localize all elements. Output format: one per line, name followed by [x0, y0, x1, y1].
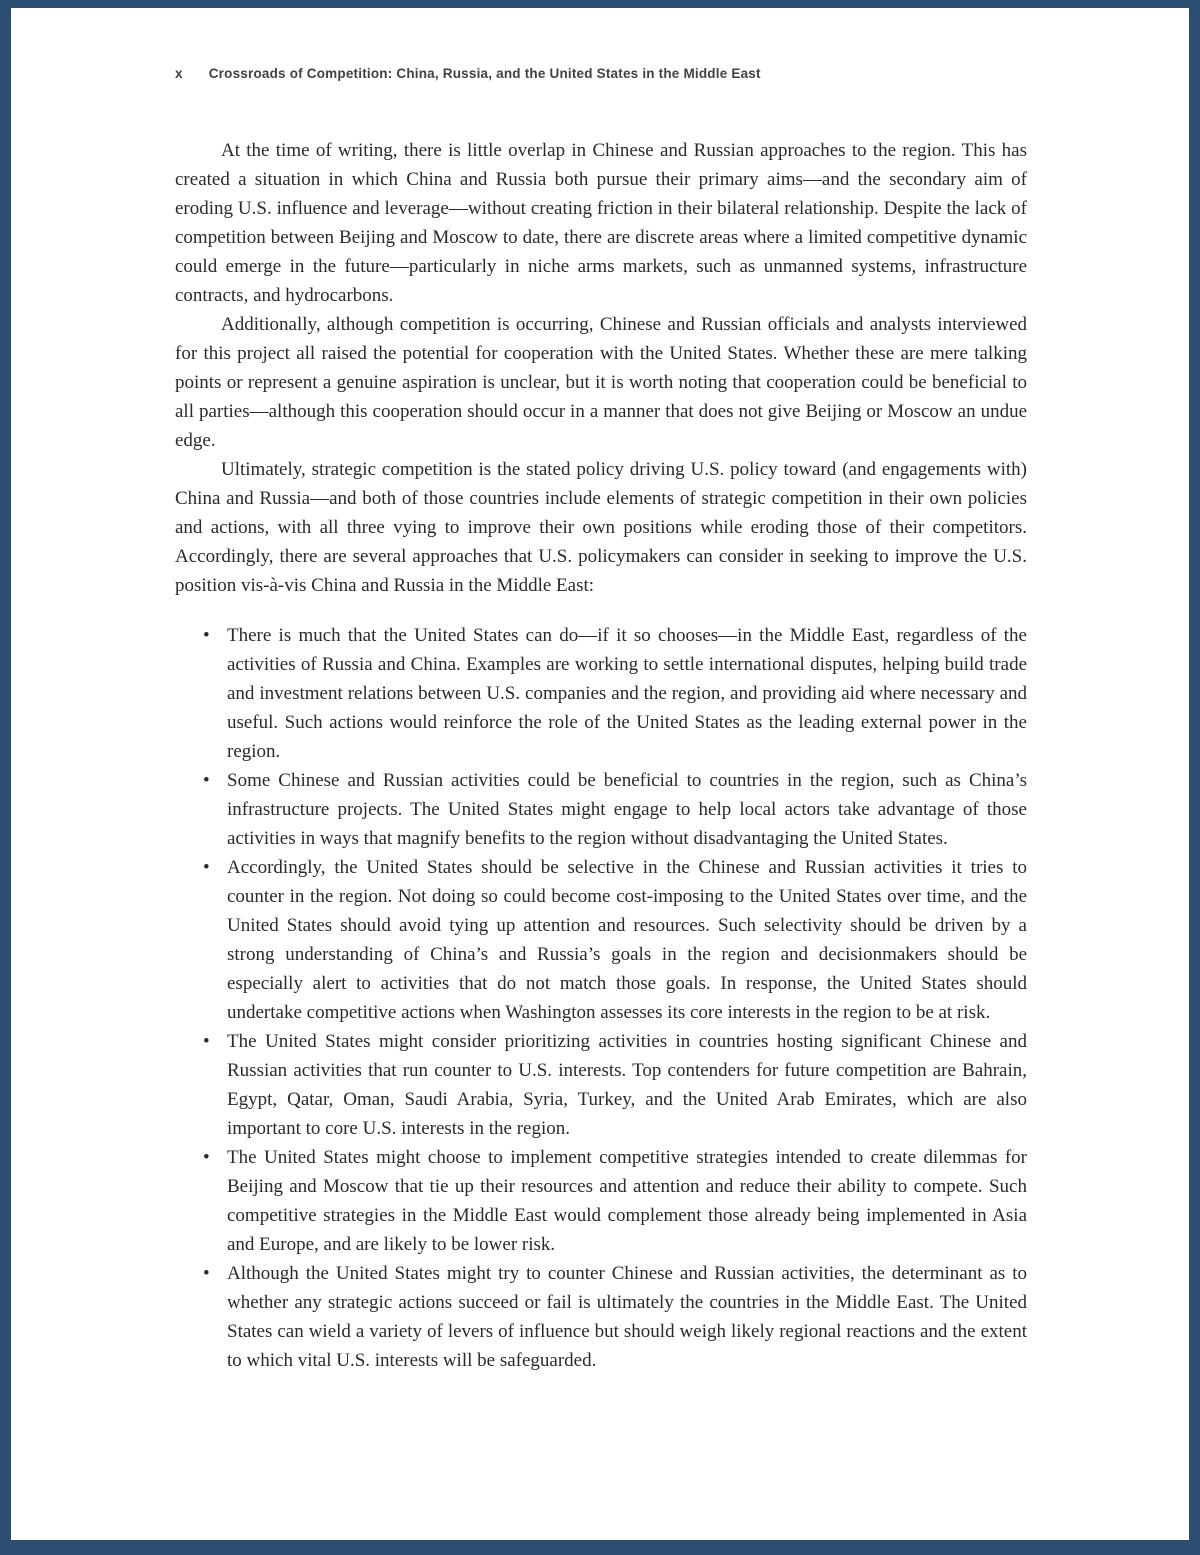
body-paragraph: At the time of writing, there is little overlap in Chinese and Russian approaches to the region. This has created a situation in which China and Russia both pursue their primary aims—and the secondary aim of eroding U.S. influence and leverage—without creating friction in their bilateral relationship. Despite the lack of competition between Beijing and Moscow to date, there are discrete areas where a limited competitive dynamic could emerge in the future—particularly in niche arms markets, such as unmanned systems, infrastructure contracts, and hydrocarbons.: [175, 140, 1027, 306]
bullet-icon: •: [203, 857, 210, 878]
body-paragraph: Additionally, although competition is occurring, Chinese and Russian officials and analysts interviewed for this project all raised the potential for cooperation with the United States. Whether these are mere talking points or represent a genuine aspiration is unclear, but it is worth noting that cooperation could be beneficial to all parties—although this cooperation should occur in a manner that does not give Beijing or Moscow an undue edge.: [175, 314, 1027, 451]
running-title: Crossroads of Competition: China, Russia, and the United States in the Middle East: [208, 66, 761, 81]
bullet-icon: •: [203, 1147, 210, 1168]
bullet-icon: •: [203, 1031, 210, 1052]
bullet-text: Although the United States might try to counter Chinese and Russian activities, the determinant as to whether any strategic actions succeed or fail is ultimately the countries in the Middle East. The United States can wield a variety of levers of influence but should weigh likely regional reactions and the extent to which vital U.S. interests will be safeguarded.: [227, 1263, 1027, 1371]
bullet-item: [175, 1027, 1027, 1143]
bullet-item: [175, 853, 1027, 1027]
bullet-item: [175, 1259, 1027, 1375]
page-body: [175, 136, 1027, 1375]
bullet-icon: •: [203, 770, 210, 791]
bullet-icon: •: [203, 1263, 210, 1284]
bullet-text: The United States might consider prioritizing activities in countries hosting significant Chinese and Russian activities that run counter to U.S. interests. Top contenders for future competition are Bahrain, Egypt, Qatar, Oman, Saudi Arabia, Syria, Turkey, and the United Arab Emirates, which are also important to core U.S. interests in the region.: [227, 1031, 1027, 1139]
bullet-icon: •: [203, 625, 210, 646]
bullet-text: There is much that the United States can do—if it so chooses—in the Middle East, regardless of the activities of Russia and China. Examples are working to settle international disputes, helping build trade and investment relations between U.S. companies and the region, and providing aid where necessary and useful. Such actions would reinforce the role of the United States as the leading external power in the region.: [227, 625, 1027, 762]
bullet-text: The United States might choose to implement competitive strategies intended to create dilemmas for Beijing and Moscow that tie up their resources and attention and reduce their ability to compete. Such competitive strategies in the Middle East would complement those already being implemented in Asia and Europe, and are likely to be lower risk.: [227, 1147, 1027, 1255]
bullet-item: [175, 766, 1027, 853]
bullet-list: [175, 621, 1027, 1375]
page-number: x: [175, 66, 183, 81]
running-header: [175, 66, 761, 81]
bullet-text: Accordingly, the United States should be selective in the Chinese and Russian activities it tries to counter in the region. Not doing so could become cost-imposing to the United States over time, and the United States should avoid tying up attention and resources. Such selectivity should be driven by a strong understanding of China’s and Russia’s goals in the region and decisionmakers should be especially alert to activities that do not match those goals. In response, the United States should undertake competitive actions when Washington assesses its core interests in the region to be at risk.: [227, 857, 1027, 1023]
bullet-text: Some Chinese and Russian activities could be beneficial to countries in the region, such as China’s infrastructure projects. The United States might engage to help local actors take advantage of those activities in ways that magnify benefits to the region without disadvantaging the United States.: [227, 770, 1027, 849]
bullet-item: [175, 1143, 1027, 1259]
bullet-item: [175, 621, 1027, 766]
document-page: [11, 8, 1189, 1540]
body-paragraph: Ultimately, strategic competition is the stated policy driving U.S. policy toward (and engagements with) China and Russia—and both of those countries include elements of strategic competition in their own policies and actions, with all three vying to improve their own positions while eroding those of their competitors. Accordingly, there are several approaches that U.S. policymakers can consider in seeking to improve the U.S. position vis-à-vis China and Russia in the Middle East:: [175, 459, 1027, 596]
